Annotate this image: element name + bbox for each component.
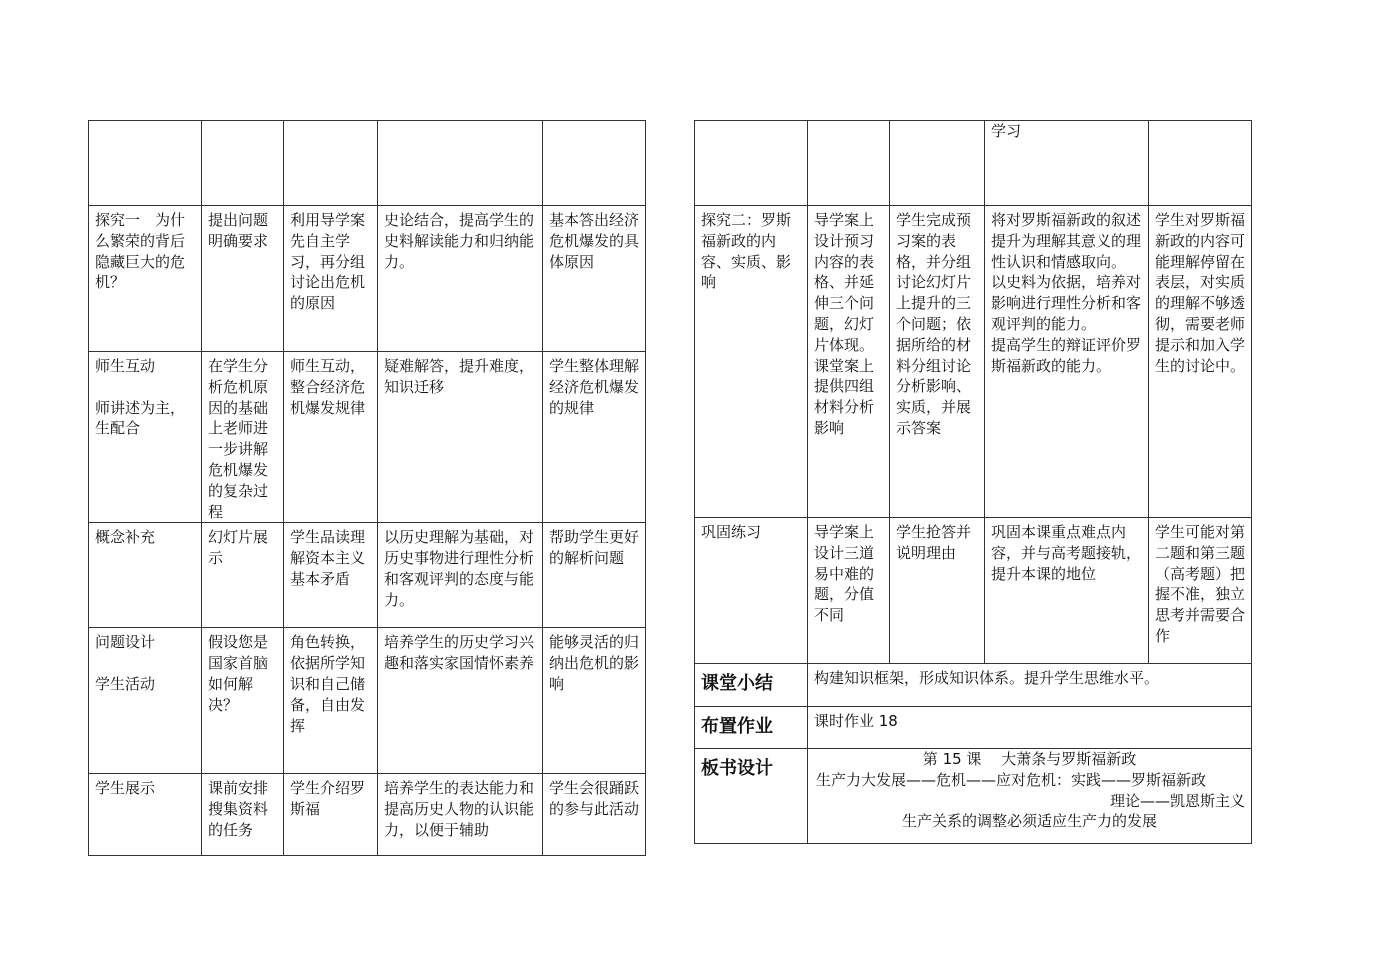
table-cell (89, 121, 202, 206)
table-cell (543, 121, 646, 206)
table-row (89, 352, 646, 523)
table-row (89, 774, 646, 856)
table-cell (378, 121, 543, 206)
table-cell: 导学案上设计预习内容的表格、并延伸三个问题，幻灯片体现。课堂案上提供四组材料分析影响 (808, 206, 890, 518)
table-cell (808, 121, 890, 206)
table-cell: 问题设计 学生活动 (89, 628, 202, 774)
table-cell: 学生整体理解经济危机爆发的规律 (543, 352, 646, 523)
table-row (89, 523, 646, 628)
table-cell: 基本答出经济危机爆发的具体原因 (543, 206, 646, 352)
board-label: 板书设计 (695, 749, 808, 844)
left-lesson-table (88, 120, 646, 856)
table-cell: 巩固练习 (695, 518, 808, 664)
table-cell: 学生对罗斯福新政的内容可能理解停留在表层，对实质的理解不够透彻，需要老师提示和加入学生的讨论中。 (1149, 206, 1252, 518)
table-cell (890, 121, 985, 206)
table-cell: 概念补充 (89, 523, 202, 628)
table-cell: 学生介绍罗斯福 (284, 774, 378, 856)
summary-row (695, 664, 1252, 707)
table-cell: 史论结合，提高学生的史料解读能力和归纳能力。 (378, 206, 543, 352)
table-row (89, 628, 646, 774)
board-row (695, 749, 1252, 844)
table-cell: 学生会很踊跃的参与此活动 (543, 774, 646, 856)
board-line: 理论——凯恩斯主义 (1109, 791, 1245, 810)
table-cell: 学生可能对第二题和第三题（高考题）把握不准，独立思考并需要合作 (1149, 518, 1252, 664)
table-cell: 师生互动 师讲述为主，生配合 (89, 352, 202, 523)
board-line: 生产关系的调整必须适应生产力的发展 (901, 812, 1157, 831)
table-cell: 学生完成预习案的表格，并分组讨论幻灯片上提升的三个问题；依据所给的材料分组讨论分析影响、实质，并展示答案 (890, 206, 985, 518)
table-row (695, 121, 1252, 206)
table-row (89, 121, 646, 206)
table-cell: 探究二：罗斯福新政的内容、实质、影响 (695, 206, 808, 518)
homework-label: 布置作业 (695, 707, 808, 749)
table-cell: 巩固本课重点难点内容，并与高考题接轨，提升本课的地位 (985, 518, 1149, 664)
summary-label: 课堂小结 (695, 664, 808, 707)
table-cell: 课前安排搜集资料的任务 (202, 774, 284, 856)
table-cell: 学生展示 (89, 774, 202, 856)
board-line: 生产力大发展——危机——应对危机：实践——罗斯福新政 (816, 770, 1207, 789)
table-cell (284, 121, 378, 206)
table-row (695, 518, 1252, 664)
board-title: 第 15 课 大萧条与罗斯福新政 (922, 750, 1137, 768)
table-cell: 学习 (985, 121, 1149, 206)
table-row (89, 206, 646, 352)
homework-row (695, 707, 1252, 749)
table-cell: 幻灯片展示 (202, 523, 284, 628)
table-cell: 师生互动，整合经济危机爆发规律 (284, 352, 378, 523)
table-cell: 帮助学生更好的解析问题 (543, 523, 646, 628)
table-cell: 学生抢答并说明理由 (890, 518, 985, 664)
table-cell: 以历史理解为基础，对历史事物进行理性分析和客观评判的态度与能力。 (378, 523, 543, 628)
table-cell: 假设您是国家首脑如何解决？ (202, 628, 284, 774)
summary-text: 构建知识框架，形成知识体系。提升学生思维水平。 (808, 664, 1252, 707)
table-cell: 能够灵活的归纳出危机的影响 (543, 628, 646, 774)
homework-text: 课时作业 18 (808, 707, 1252, 749)
table-cell: 利用导学案先自主学习，再分组讨论出危机的原因 (284, 206, 378, 352)
table-cell: 培养学生的历史学习兴趣和落实家国情怀素养 (378, 628, 543, 774)
table-cell (202, 121, 284, 206)
table-cell: 疑难解答，提升难度，知识迁移 (378, 352, 543, 523)
right-lesson-table (694, 120, 1252, 844)
table-cell: 角色转换，依据所学知识和自己储备，自由发挥 (284, 628, 378, 774)
table-cell: 探究一 为什么繁荣的背后隐藏巨大的危机？ (89, 206, 202, 352)
table-row (695, 206, 1252, 518)
table-cell (1149, 121, 1252, 206)
table-cell: 导学案上设计三道易中难的题，分值不同 (808, 518, 890, 664)
table-cell: 提出问题明确要求 (202, 206, 284, 352)
table-cell: 将对罗斯福新政的叙述提升为理解其意义的理性认识和情感取向。 以史料为依据，培养对影响进行理性分析和客观评判的能力。 提高学生的辩证评价罗斯福新政的能力。 (985, 206, 1149, 518)
board-content (808, 749, 1252, 844)
table-cell: 培养学生的表达能力和提高历史人物的认识能力，以便于辅助 (378, 774, 543, 856)
table-cell: 在学生分析危机原因的基础上老师进一步讲解危机爆发的复杂过程 (202, 352, 284, 523)
table-cell: 学生品读理解资本主义基本矛盾 (284, 523, 378, 628)
table-cell (695, 121, 808, 206)
